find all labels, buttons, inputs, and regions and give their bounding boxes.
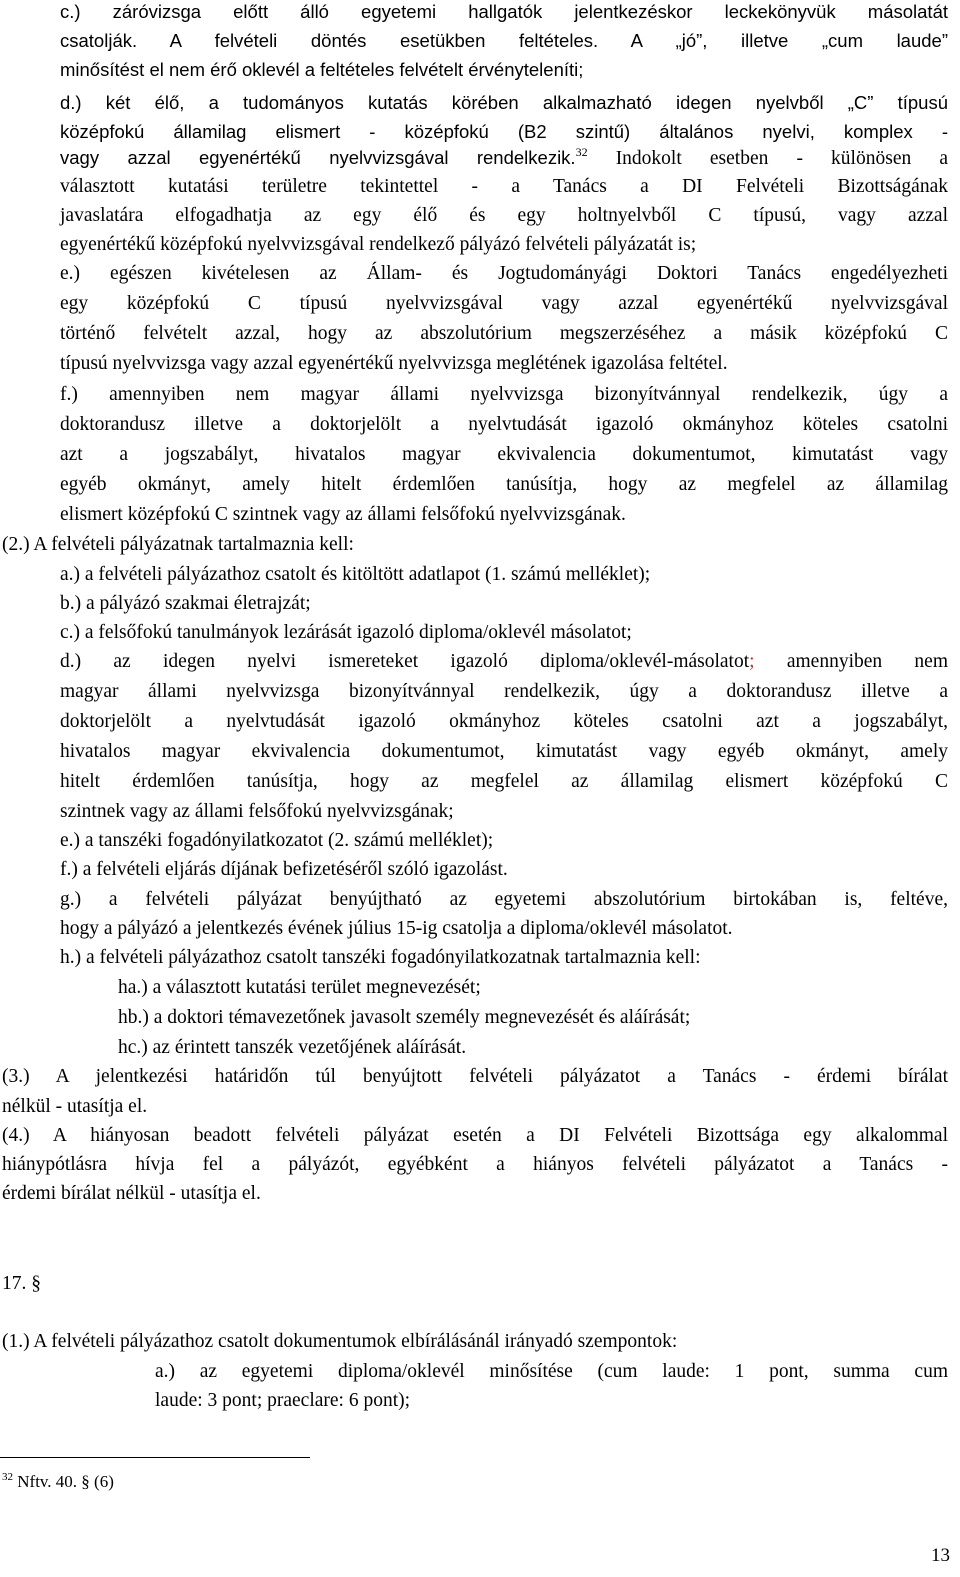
section-paragraph: (4.) A hiányosan beadott felvételi pályázat esetén a DI Felvételi Bizottsága egy alkalommal	[2, 1125, 948, 1146]
text-line: választott kutatási területre tekintettel - a Tanács a DI Felvételi Bizottságának	[60, 176, 948, 197]
list-item: a.) a felvételi pályázathoz csatolt és kitöltött adatlapot (1. számú melléklet);	[60, 564, 651, 585]
text-line: e.) egészen kivételesen az Állam- és Jogtudományági Doktori Tanács engedélyezheti	[60, 263, 948, 284]
text-line: doktorjelölt a nyelvtudását igazoló okmányhoz köteles csatolni azt a jogszabályt,	[60, 711, 948, 732]
text-line: minősítést el nem érő oklevél a feltételes felvételt érvényteleníti;	[60, 59, 584, 80]
text-line: egyenértékű középfokú nyelvvizsgával rendelkező pályázó felvételi pályázatát is;	[60, 234, 697, 255]
sub-list-item: hc.) az érintett tanszék vezetőjének aláírását.	[118, 1037, 467, 1058]
list-item: e.) a tanszéki fogadónyilatkozatot (2. számú melléklet);	[60, 830, 494, 851]
footnote-number: 32	[2, 1471, 13, 1483]
text-line: egyéb okmányt, amely hitelt érdemlően tanúsítja, hogy az megfelel az államilag	[60, 474, 948, 495]
text-line: nélkül - utasítja el.	[2, 1096, 148, 1117]
text-line: hiánypótlásra hívja fel a pályázót, egyébként a hiányos felvételi pályázatot a Tanács -	[2, 1154, 948, 1175]
footnote-reference[interactable]: 32	[575, 145, 588, 159]
text-line: hogy a pályázó a jelentkezés évének július 15-ig csatolja a diploma/oklevél másolatot.	[60, 918, 733, 939]
list-item: h.) a felvételi pályázathoz csatolt tanszéki fogadónyilatkozatnak tartalmaznia kell:	[60, 947, 701, 968]
text-segment: Indokolt esetben - különösen a	[587, 148, 948, 169]
text-line: javaslatára elfogadhatja az egy élő és egy holtnyelvből C típusú, vagy azzal	[60, 205, 948, 226]
text-line	[60, 146, 948, 171]
text-line: egy középfokú C típusú nyelvvizsgával vagy azzal egyenértékű nyelvvizsgával	[60, 293, 948, 314]
text-line: laude: 3 pont; praeclare: 6 pont);	[155, 1390, 411, 1411]
list-item: f.) a felvételi eljárás díjának befizetéséről szóló igazolást.	[60, 859, 508, 880]
text-line: c.) záróvizsga előtt álló egyetemi hallgatók jelentkezéskor leckekönyvük másolatát	[60, 1, 948, 22]
list-item: g.) a felvételi pályázat benyújtható az egyetemi abszolutórium birtokában is, feltéve,	[60, 889, 948, 910]
text-line: f.) amennyiben nem magyar állami nyelvvizsga bizonyítvánnyal rendelkezik, úgy a	[60, 384, 948, 405]
list-item	[60, 650, 948, 674]
section-heading: (1.) A felvételi pályázathoz csatolt dokumentumok elbírálásánál irányadó szempontok:	[2, 1331, 678, 1352]
sub-list-item: hb.) a doktori témavezetőnek javasolt személy megnevezését és aláírását;	[118, 1007, 691, 1028]
footnote	[2, 1472, 114, 1492]
list-item: a.) az egyetemi diploma/oklevél minősítése (cum laude: 1 pont, summa cum	[155, 1361, 948, 1382]
section-number: 17. §	[2, 1273, 41, 1294]
text-line: csatolják. A felvételi döntés esetükben feltételes. A „jó”, illetve „cum laude”	[60, 30, 948, 51]
page-number: 13	[931, 1545, 950, 1566]
text-line: történő felvételt azzal, hogy az abszolutórium megszerzéséhez a másik középfokú C	[60, 323, 948, 344]
section-heading: (2.) A felvételi pályázatnak tartalmaznia kell:	[2, 534, 354, 555]
text-line: középfokú államilag elismert - középfokú (B2 szintű) általános nyelvi, komplex -	[60, 121, 948, 142]
text-line: azt a jogszabályt, hivatalos magyar ekvivalencia dokumentumot, kimutatást vagy	[60, 444, 948, 465]
text-line: típusú nyelvvizsga vagy azzal egyenértékű nyelvvizsga meglétének igazolása feltétel.	[60, 353, 728, 374]
list-item: c.) a felsőfokú tanulmányok lezárását igazoló diploma/oklevél másolatot;	[60, 622, 632, 643]
text-line: szintnek vagy az állami felsőfokú nyelvvizsgának;	[60, 801, 454, 822]
text-line: elismert középfokú C szintnek vagy az állami felsőfokú nyelvvizsgának.	[60, 504, 626, 525]
text-segment: amennyiben nem	[754, 651, 948, 672]
text-line: hitelt érdemlően tanúsítja, hogy az megfelel az államilag elismert középfokú C	[60, 771, 948, 792]
footnote-separator	[0, 1457, 310, 1458]
text-line: hivatalos magyar ekvivalencia dokumentumot, kimutatást vagy egyéb okmányt, amely	[60, 741, 948, 762]
section-paragraph: (3.) A jelentkezési határidőn túl benyújtott felvételi pályázatot a Tanács - érdemi bírálat	[2, 1066, 948, 1087]
text-line: doktorandusz illetve a doktorjelölt a nyelvtudását igazoló okmányhoz köteles csatolni	[60, 414, 948, 435]
footnote-text: Nftv. 40. § (6)	[13, 1472, 114, 1491]
list-item: b.) a pályázó szakmai életrajzát;	[60, 593, 311, 614]
text-line: d.) két élő, a tudományos kutatás körében alkalmazható idegen nyelvből „C” típusú	[60, 92, 948, 113]
sub-list-item: ha.) a választott kutatási terület megnevezését;	[118, 977, 481, 998]
text-line: magyar állami nyelvvizsga bizonyítvánnyal rendelkezik, úgy a doktorandusz illetve a	[60, 681, 948, 702]
text-segment: vagy azzal egyenértékű nyelvvizsgával rendelkezik.	[60, 147, 576, 168]
text-line: érdemi bírálat nélkül - utasítja el.	[2, 1183, 261, 1204]
red-semicolon: ;	[749, 651, 755, 672]
text-segment: d.) az idegen nyelvi ismereteket igazoló diploma/oklevél-másolatot	[60, 651, 750, 672]
